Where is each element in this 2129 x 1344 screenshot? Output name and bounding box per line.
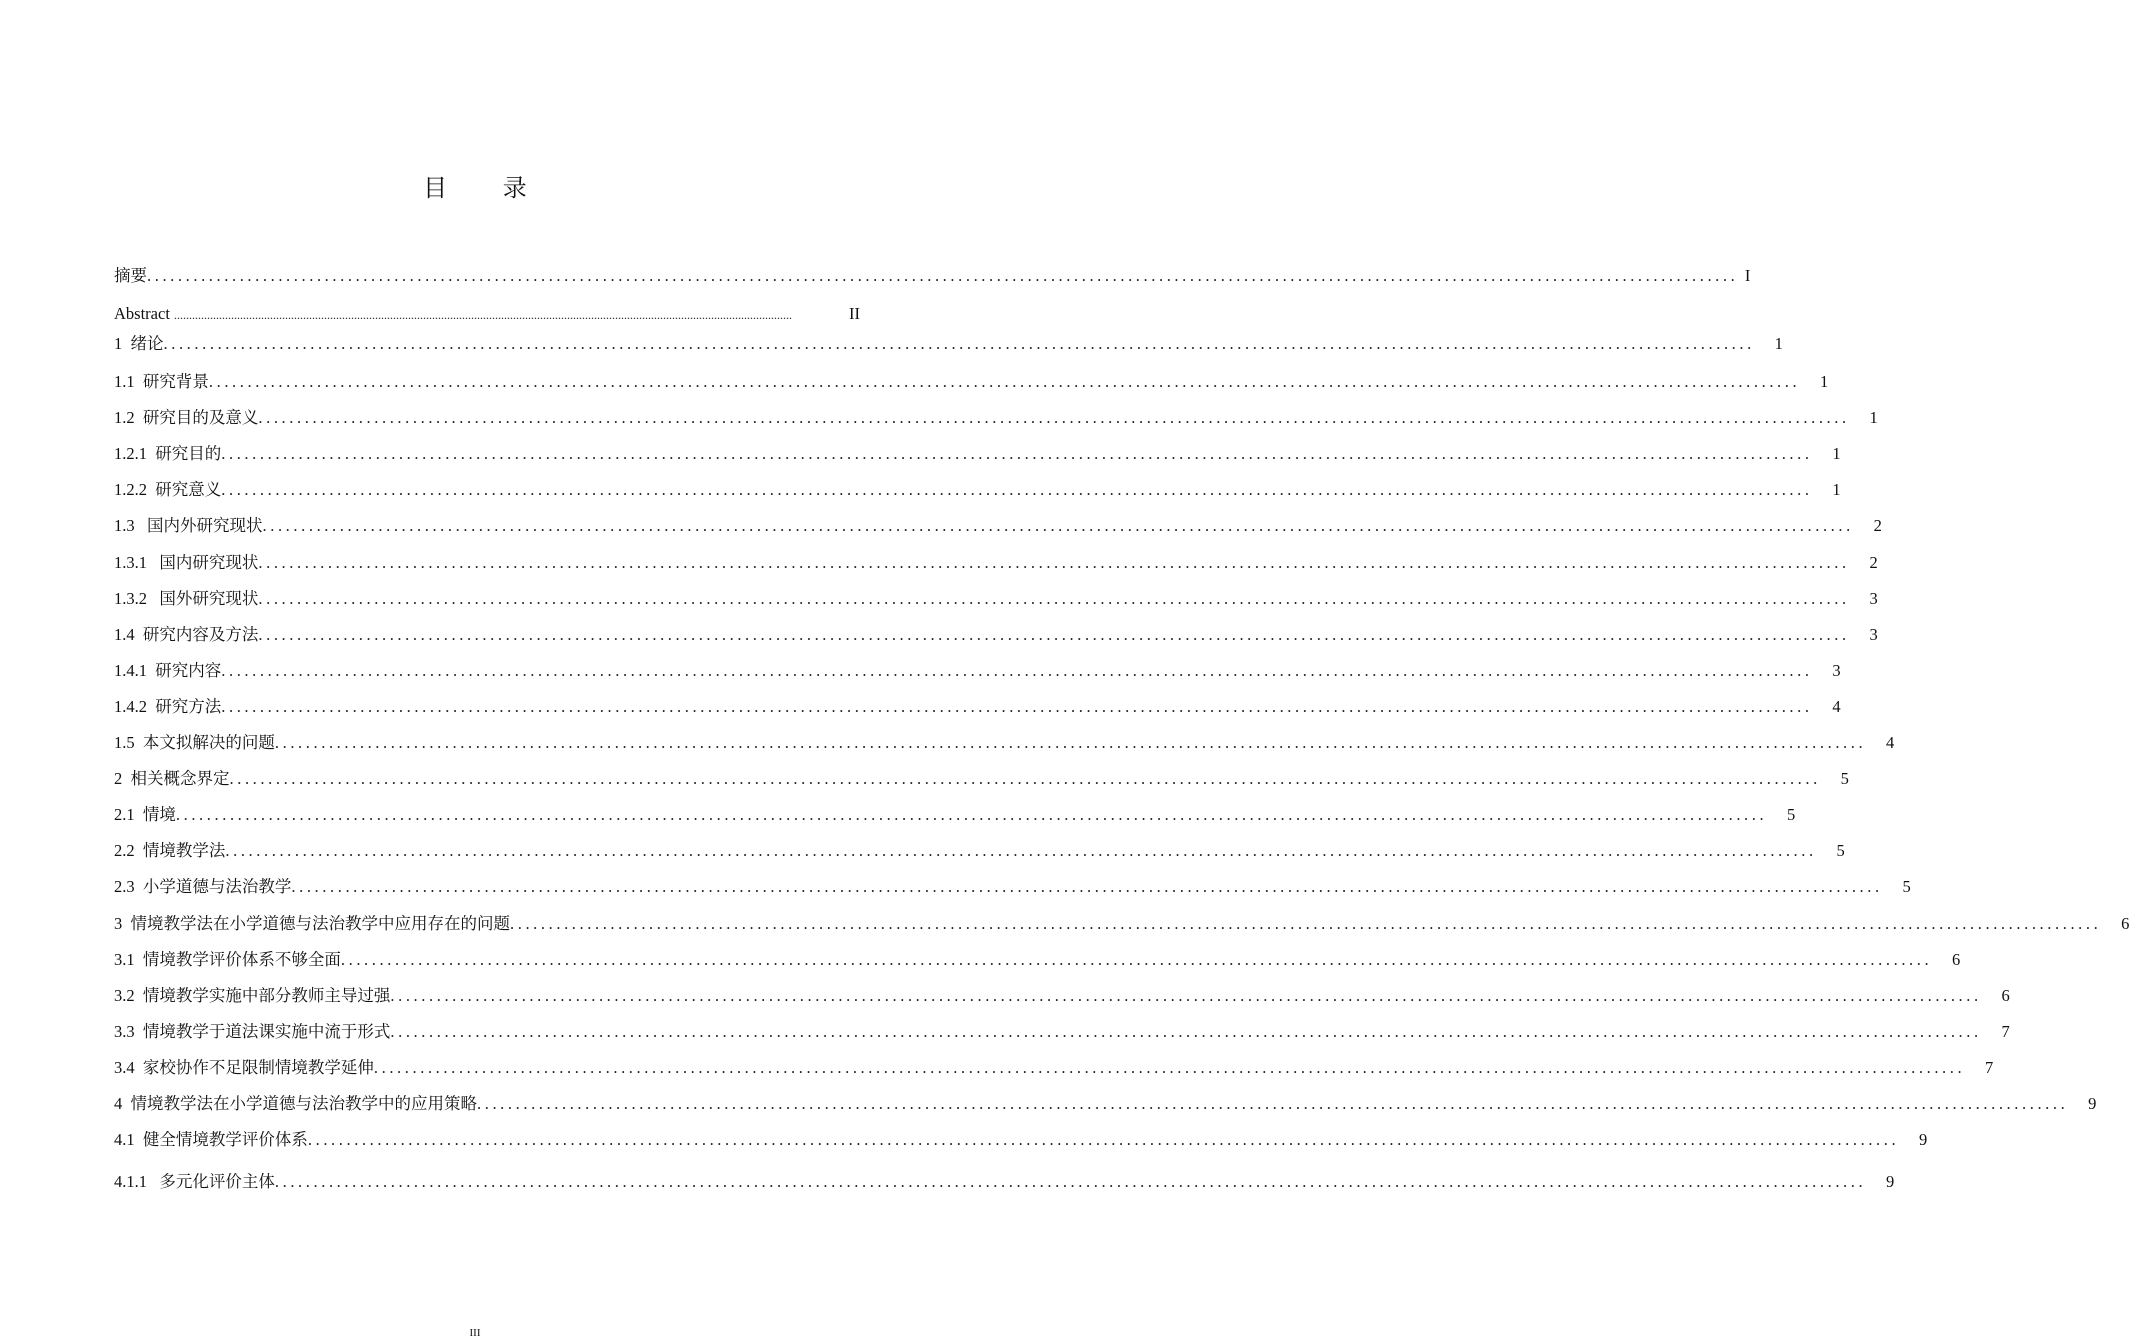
toc-entry-page: 6	[2121, 913, 2129, 933]
toc-entry[interactable]	[114, 761, 1849, 797]
toc-entry-page: I	[1744, 266, 1751, 285]
toc-entry-number: 3.1	[114, 949, 143, 969]
toc-entry-page: 3	[1832, 660, 1841, 680]
toc-entry-page: 9	[2088, 1093, 2097, 1113]
toc-entry-title: 情境教学法在小学道德与法治教学中应用存在的问题	[130, 913, 510, 933]
toc-dot-leader: ..............................................................................................................................................................................................................	[175, 805, 1768, 825]
toc-entry-title: Abstract	[114, 304, 175, 324]
toc-entry-title: 本文拟解决的问题	[142, 733, 275, 753]
toc-entry-number: 3.3	[114, 1021, 143, 1041]
toc-dot-leader: ..............................................................................................................................................................................................................	[258, 552, 1850, 572]
toc-entry-number: 1.1	[114, 372, 143, 392]
toc-entry-title: 研究目的及意义	[142, 408, 259, 428]
toc-entry[interactable]	[114, 725, 1895, 761]
toc-dot-leader: ..............................................................................................................................................................................................................	[390, 985, 1982, 1005]
toc-dot-leader: ..............................................................................................................................................................................................................	[307, 1130, 1900, 1150]
toc-entry-number: 1.2	[114, 408, 143, 428]
toc-dot-leader: ..............................................................................................................................................................................................................	[477, 1093, 2069, 1113]
toc-entry[interactable]	[114, 581, 1878, 617]
toc-entry-page: 1	[1774, 334, 1783, 354]
toc-entry[interactable]	[114, 436, 1841, 472]
toc-entry-page: 5	[1836, 841, 1845, 861]
toc-entry[interactable]	[114, 1122, 1928, 1158]
toc-entry-page: 1	[1869, 408, 1878, 428]
toc-dot-leader: ..............................................................................................................................................................................................................	[225, 841, 1817, 861]
toc-dot-leader: ..............................................................................................................................................................................................................	[390, 1021, 1982, 1041]
toc-entry-page: 7	[2001, 1021, 2010, 1041]
toc-entry-number: 1	[114, 334, 131, 354]
toc-entry-title: 情境教学评价体系不够全面	[142, 949, 341, 969]
toc-dot-leader: ..............................................................................................................................................................................................................	[221, 444, 1813, 464]
toc-entry[interactable]	[114, 545, 1878, 581]
toc-entry-number: 2.3	[114, 877, 143, 897]
toc-entry[interactable]	[114, 942, 1961, 978]
toc-entry-page: 6	[1951, 949, 1961, 969]
toc-entry-number: 1.4.2	[114, 696, 156, 716]
toc-entry-page: 6	[2001, 985, 2010, 1005]
toc-entry-number: 1.4.1	[114, 660, 156, 680]
toc-entry-title: 情境教学法	[142, 841, 226, 861]
toc-entry-number: 3.4	[114, 1057, 143, 1077]
toc-entry-title: 小学道德与法治教学	[142, 877, 292, 897]
toc-entry-title: 绪论	[130, 334, 164, 354]
toc-entry-title: 国内研究现状	[159, 552, 259, 572]
toc-entry-title: 摘要	[114, 266, 147, 285]
toc-entry[interactable]	[114, 400, 1878, 436]
toc-entry-page: 1	[1832, 480, 1841, 500]
toc-entry-number: 2.1	[114, 805, 143, 825]
toc-entry-page: 1	[1832, 444, 1841, 464]
toc-entry[interactable]	[114, 328, 1783, 364]
toc-dot-leader: ..............................................................................................................................................................................................................	[340, 949, 1933, 969]
toc-dot-leader: ..............................................................................................................................................................................................................	[258, 408, 1850, 428]
toc-entry-page: 2	[1873, 516, 1882, 536]
toc-entry-page: 4	[1832, 696, 1841, 716]
toc-entry-page: 4	[1885, 733, 1895, 753]
toc-entry-title: 国内外研究现状	[147, 516, 263, 536]
toc-entry[interactable]	[114, 472, 1841, 508]
toc-entry-number: 1.3	[114, 516, 147, 536]
toc-dot-leader: ..............................................................................................................................................................................................................	[274, 733, 1867, 753]
toc-entry-number: 4	[114, 1093, 131, 1113]
toc-dot-leader: ..............................................................................................................................................................................................................	[258, 588, 1850, 608]
toc-entry[interactable]	[114, 1050, 1994, 1086]
toc-entry[interactable]	[114, 508, 1882, 544]
toc-entry-page: 5	[1786, 805, 1796, 825]
toc-entry-page: 3	[1869, 588, 1878, 608]
toc-entry-page: 5	[1902, 877, 1911, 897]
toc-entry-page: 9	[1885, 1172, 1895, 1192]
toc-entry-title: 国外研究现状	[159, 588, 259, 608]
toc-entry-number: 3	[114, 913, 131, 933]
toc-entry-title: 研究背景	[142, 372, 209, 392]
toc-entry[interactable]	[114, 1014, 2010, 1050]
toc-entry[interactable]	[114, 689, 1841, 725]
toc-entry-title: 研究方法	[155, 696, 222, 716]
toc-dot-leader: ..............................................................................................................................................................................................................	[147, 266, 1739, 285]
toc-entry-number: 2	[114, 769, 131, 789]
table-of-contents	[114, 258, 2129, 1198]
toc-entry-title: 情境教学法在小学道德与法治教学中的应用策略	[130, 1093, 477, 1113]
toc-entry[interactable]	[114, 978, 2010, 1014]
toc-dot-leader: ..............................................................................................................................................................................................................	[258, 624, 1850, 644]
toc-entry[interactable]	[114, 869, 1911, 905]
toc-entry[interactable]	[114, 833, 1845, 869]
toc-dot-leader: ..............................................................................................................................................................................................................	[274, 1172, 1867, 1192]
toc-entry-page: 2	[1869, 552, 1878, 572]
toc-entry-title: 研究内容及方法	[142, 624, 259, 644]
toc-entry-title: 多元化评价主体	[159, 1172, 275, 1192]
toc-entry-number: 1.2.2	[114, 480, 156, 500]
toc-entry[interactable]	[114, 906, 2129, 942]
toc-dot-leader: ..............................................................................................................................................................................................................	[510, 913, 2102, 933]
toc-dot-leader: ..............................................................................................................................................................................................................	[373, 1057, 1966, 1077]
toc-dot-leader: ..............................................................................................................................................................................................................	[221, 480, 1813, 500]
toc-entry[interactable]	[114, 364, 1829, 400]
toc-dot-leader: ..............................................................................................................................................................................................................	[221, 660, 1813, 680]
toc-dot-leader: ..............................................................................................................................................................................................................	[291, 877, 1883, 897]
toc-dot-leader: ..............................................................................................................................................................................................................	[163, 334, 1755, 354]
toc-entry-page: 7	[1984, 1057, 1994, 1077]
toc-entry-number: 4.1	[114, 1130, 143, 1150]
toc-entry-title: 研究意义	[155, 480, 222, 500]
toc-dot-leader: ..............................................................................................................................................................................................................	[174, 308, 793, 323]
toc-entry-title: 健全情境教学评价体系	[142, 1130, 308, 1150]
toc-entry-number: 1.5	[114, 733, 143, 753]
toc-entry[interactable]	[114, 797, 1796, 833]
toc-entry-number: 2.2	[114, 841, 143, 861]
toc-entry-title: 研究内容	[155, 660, 222, 680]
toc-entry-title: 研究目的	[155, 444, 222, 464]
toc-entry-number: 3.2	[114, 985, 143, 1005]
toc-entry-page: II	[849, 304, 860, 324]
toc-entry-number: 1.4	[114, 624, 143, 644]
toc-entry-title: 情境	[142, 805, 176, 825]
toc-entry[interactable]	[114, 653, 1841, 689]
toc-entry[interactable]	[114, 1086, 2097, 1122]
toc-entry[interactable]	[114, 258, 1751, 294]
toc-entry-page: 1	[1819, 372, 1829, 392]
toc-entry-page: 3	[1869, 624, 1878, 644]
toc-entry-page: 5	[1840, 769, 1849, 789]
toc-dot-leader: ..............................................................................................................................................................................................................	[208, 372, 1801, 392]
toc-dot-leader: ..............................................................................................................................................................................................................	[229, 769, 1821, 789]
toc-entry-title: 相关概念界定	[130, 769, 230, 789]
toc-entry-page: 9	[1918, 1130, 1928, 1150]
page-title: 目 录	[423, 174, 551, 202]
page-number: III	[469, 1327, 481, 1339]
toc-entry-title: 情境教学于道法课实施中流于形式	[142, 1021, 391, 1041]
toc-entry-title: 家校协作不足限制情境教学延伸	[142, 1057, 374, 1077]
toc-entry[interactable]	[114, 1158, 1895, 1198]
toc-dot-leader: ..............................................................................................................................................................................................................	[262, 516, 1854, 536]
toc-entry-number: 4.1.1	[114, 1172, 160, 1192]
toc-entry[interactable]	[114, 294, 860, 328]
toc-entry-number: 1.2.1	[114, 444, 156, 464]
toc-entry-title: 情境教学实施中部分教师主导过强	[142, 985, 391, 1005]
toc-dot-leader: ..............................................................................................................................................................................................................	[221, 696, 1813, 716]
toc-entry-number: 1.3.1	[114, 552, 160, 572]
toc-entry-number: 1.3.2	[114, 588, 160, 608]
toc-entry[interactable]	[114, 617, 1878, 653]
